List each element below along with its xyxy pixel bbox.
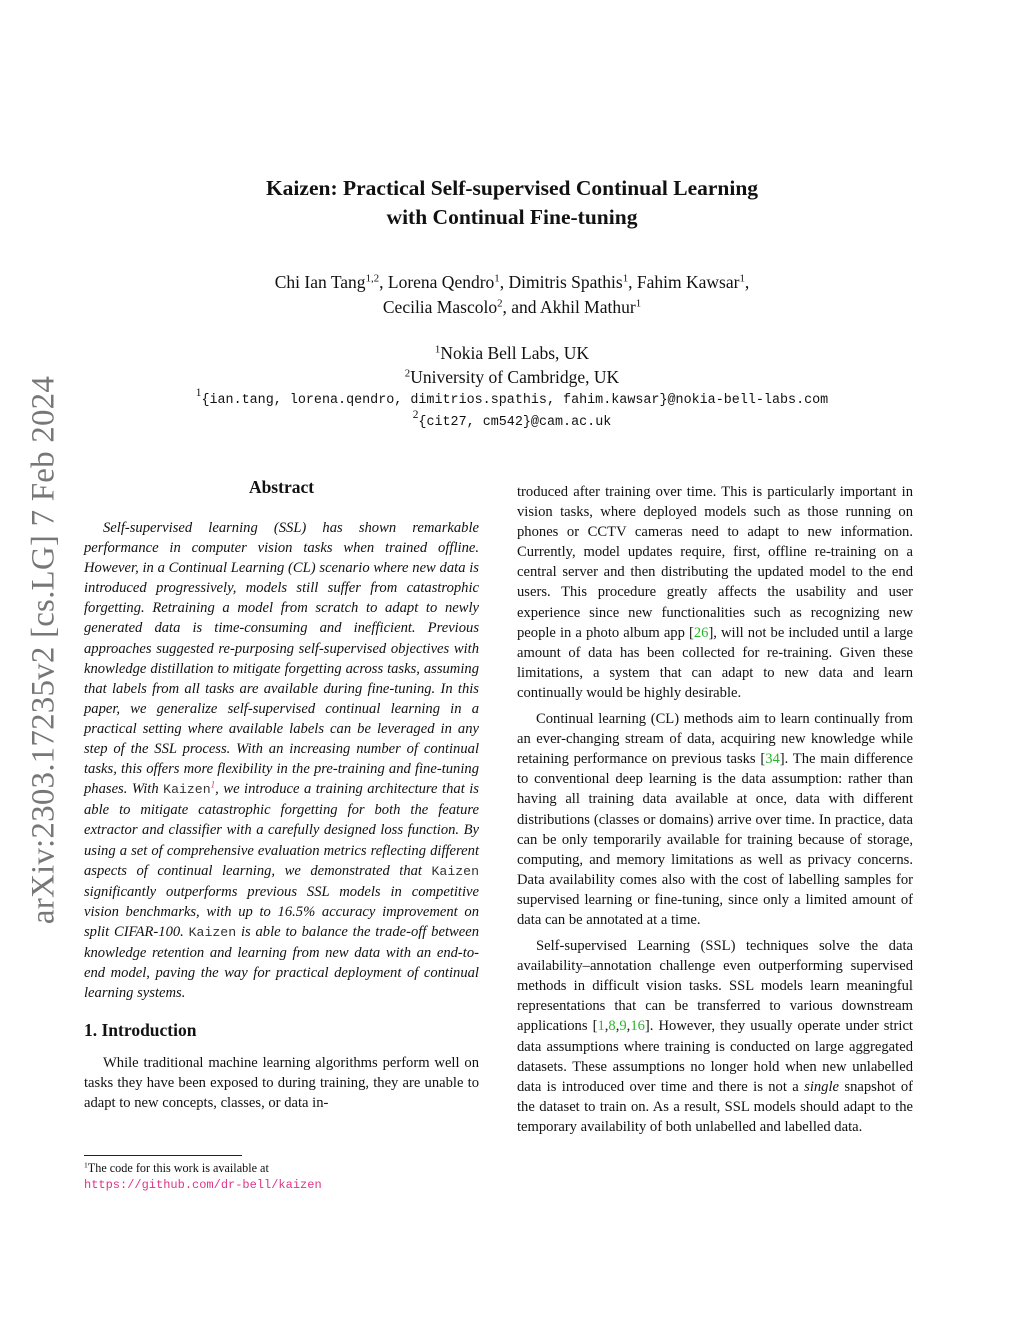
paper-title [0,174,1024,232]
author-name: Chi Ian Tang [274,272,366,292]
author-name: Lorena Qendro [387,272,495,292]
author-list: Chi Ian Tang$^{1,2}$, Lorena Qendro$^1$, Dimitris Spathis$^1$, Fahim Kawsar$^1$, Cecilia Mascolo$^2$, and Akhil Mathur$^1$ [274,272,750,317]
method-name: Kaizen [188,924,237,940]
author-name: Dimitris Spathis [508,272,623,292]
citation-link[interactable]: 34 [765,751,780,768]
intro-paragraph-3: Self-supervised Learning (SSL) techniques solve the data availability–annotation challenge even outperforming supervised methods in difficult vision tasks. SSL models learn meaningful representations that can be transferred to various downstream applications [1,8,9,16]. However, they usually operate under strict data assumptions where training is conducted on large aggregated datasets. These assumptions no longer hold when new unlabelled data is introduced over time and there is not a single snapshot of the dataset to train on. As a result, SSL models should adapt to the temporary availability of both unlabelled and labelled data. [517,938,913,1135]
citation-link[interactable]: 9 [619,1018,627,1035]
citation-link[interactable]: 16 [630,1018,645,1035]
abstract-heading: Abstract [248,477,315,497]
abstract-text: Self-supervised learning (SSL) has shown remarkable performance in computer vision tasks when trained offline. However, in a Continual Learning (CL) scenario where new data is introduced progressively, models still suffer from catastrophic forgetting. Retraining a model from scratch to adapt to newly generated data is time-consuming and inefficient. Previous approaches suggested re-purposing self-supervised objectives with knowledge distillation to mitigate forgetting across tasks, assuming that labels from all tasks are available during fine-tuning. In this paper, we generalize self-supervised continual learning in a practical setting where available labels can be leveraged in any step of the SSL process. With an increasing number of continual tasks, this offers more flexibility in the pre-training and fine-tuning phases. With Kaizen$^1$, we introduce a training architecture that is able to mitigate catastrophic forgetting for both the feature extractor and classifier with a carefully designed loss function. By using a set of comprehensive evaluation metrics reflecting different aspects of continual learning, we demonstrated that Kaizen significantly outperforms previous SSL models in competitive vision benchmarks, with up to 16.5% accuracy improvement on split CIFAR-100. Kaizen is able to balance the trade-off between knowledge retention and learning from new data with an end-to-end model, paving the way for practical deployment of continual learning systems. [84,520,479,1002]
author-name: Fahim Kawsar [636,272,740,292]
footnote: $^1$The code for this work is available at https://github.com/dr-bell/kaizen [84,1160,484,1194]
author-affil-mark: 1 [739,272,745,285]
title-line-2: with Continual Fine-tuning [386,205,638,229]
method-name: Kaizen [431,863,479,879]
author-emails [0,387,1024,434]
citation-link[interactable]: 8 [608,1018,616,1035]
affiliation-2: $^2$University of Cambridge, UK [404,367,620,387]
intro-paragraph-1-start: While traditional machine learning algorithms perform well on tasks they have been exposed to during training, they are unable to adapt to new concepts, classes, or data in- [84,1055,479,1112]
method-name: Kaizen [163,782,211,798]
citation-link[interactable]: 1 [597,1018,605,1035]
code-url-link[interactable]: https://github.com/dr-bell/kaizen [84,1178,322,1192]
title-line-1: Kaizen: Practical Self-supervised Continual Learning [265,176,759,200]
affiliation-1: $^1$Nokia Bell Labs, UK [434,343,590,363]
arxiv-identifier: arXiv:2303.17235v2 [cs.LG] 7 Feb 2024 [25,375,62,925]
author-affil-mark: 1 [622,272,629,285]
footnote-rule [84,1155,242,1156]
intro-paragraph-1-cont: troduced after training over time. This is particularly important in vision tasks, where deployed models such as those running on phones or CCTV cameras need to adapt to new information. Currently, model updates require, first, offline re-training on a central server and then distributing the updated model to the end users. This procedure greatly affects the usability and user experience since new functionalities such as recognizing new people in a photo album app [26], will not be included until a large amount of data has been collected for re-training. Given these limitations, a system that can adapt to new data and learn continually would be highly desirable. [517,484,913,701]
author-name: Cecilia Mascolo [382,297,498,317]
author-affil-mark: 1,2 [365,272,380,285]
citation-link[interactable]: 26 [693,624,709,641]
intro-paragraph-2: Continual learning (CL) methods aim to learn continually from an ever-changing stream of data, acquiring new knowledge while retaining performance on previous tasks [34]. The main difference to conventional deep learning is the data assumption: rather than having all training data available at once, data with different distributions (classes or domains) arrive over time. In practice, data can be only temporarily available for training because of storage, computing, and memory limitations as well as privacy concerns. Data availability comes also with the cost of labelling samples for supervised learning or fine-tuning, since only a limited amount of data can be annotated at a time. [517,711,913,928]
email-line-2: $^2${cit27, cm542}@cam.ac.uk [412,409,612,430]
right-column [517,482,913,1137]
section-heading-introduction: 1. Introduction [84,1020,197,1041]
author-affil-mark: 1 [635,297,642,310]
affiliations [0,341,1024,389]
footnote-mark[interactable]: 1 [210,779,216,790]
author-affil-mark: 1 [494,272,500,285]
email-line-1: $^1${ian.tang, lorena.qendro, dimitrios.spathis, fahim.kawsar}@nokia-bell-labs.com [195,387,829,408]
author-name: Akhil Mathur [539,297,636,317]
left-column [84,477,479,1114]
author-affil-mark: 2 [497,297,503,310]
